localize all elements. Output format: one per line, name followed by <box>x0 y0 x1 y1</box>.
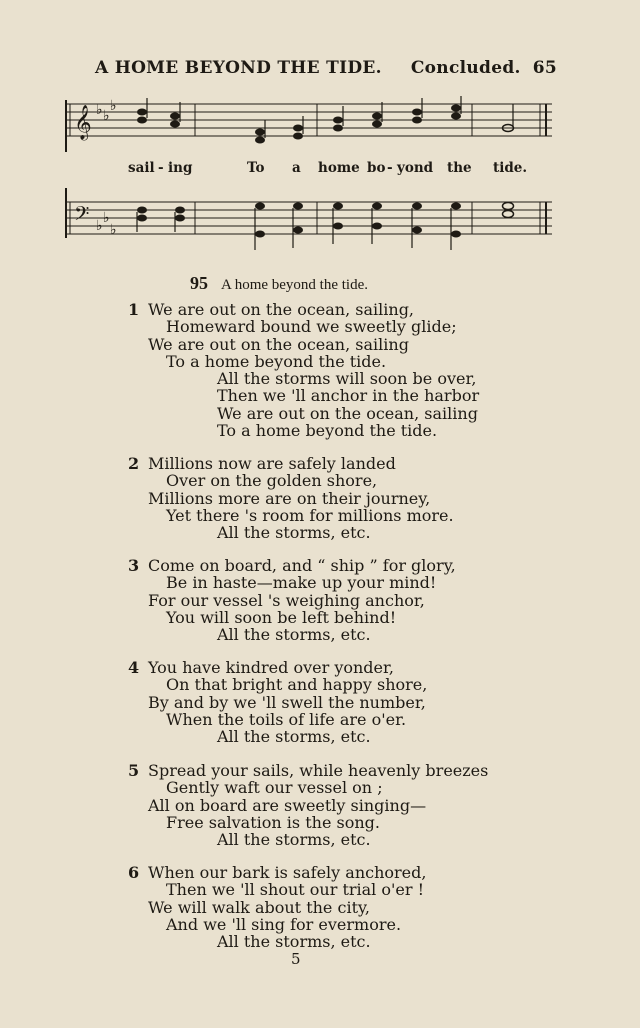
verse-line: All the storms, etc. <box>217 625 371 645</box>
signature-mark: 5 <box>291 950 301 968</box>
svg-text:♭: ♭ <box>110 98 117 114</box>
stanza-number: 1 <box>128 300 140 319</box>
verse-line: When the toils of life are o'er. <box>166 709 407 729</box>
stanza-number: 5 <box>128 761 140 780</box>
verse-line: Gently waft our vessel on ; <box>166 778 383 798</box>
verse-line: All on board are sweetly singing— <box>148 795 427 815</box>
lyric-syllable: - <box>387 160 393 176</box>
verse-line: Over on the golden shore, <box>166 471 378 491</box>
verse-line: Millions now are safely landed <box>148 454 396 473</box>
verse-line: Free salvation is the song. <box>166 812 380 832</box>
verse-line: All the storms, etc. <box>217 523 371 543</box>
verse-line: Homeward bound we sweetly glide; <box>166 317 457 337</box>
lyric-syllable: sail <box>128 160 155 176</box>
stanza <box>128 864 508 950</box>
lyric-syllable: the <box>447 160 472 176</box>
svg-text:𝄢: 𝄢 <box>74 202 90 230</box>
lyric-syllable: To <box>247 160 265 176</box>
verse-line: Be in haste—make up your mind! <box>166 573 437 593</box>
hymn-heading <box>190 273 368 294</box>
bass-staff <box>62 188 558 258</box>
verse-line: To a home beyond the tide. <box>166 351 387 371</box>
stanza <box>128 762 508 848</box>
stanza-number: 2 <box>128 454 140 473</box>
hymn-title: A home beyond the tide. <box>220 277 368 293</box>
verse-line: Yet there 's room for millions more. <box>166 505 454 525</box>
page-number: 65 <box>532 58 557 78</box>
verse-line: All the storms will soon be over, <box>217 369 477 389</box>
lyric-syllable: a <box>292 160 301 176</box>
running-head <box>95 58 557 78</box>
verse-line: You will soon be left behind! <box>166 607 397 627</box>
svg-text:𝄞: 𝄞 <box>74 105 92 140</box>
lyric-syllable: - <box>158 160 164 176</box>
svg-text:♭: ♭ <box>103 108 110 124</box>
verse-line: We are out on the ocean, sailing, <box>148 300 415 319</box>
verse-line: We are out on the ocean, sailing <box>148 334 409 354</box>
verse-line: When our bark is safely anchored, <box>148 863 427 882</box>
verse-line: Spread your sails, while heavenly breezes <box>148 761 489 780</box>
stanza <box>128 455 508 541</box>
verse-line: Millions more are on their journey, <box>148 488 431 508</box>
stanza <box>128 557 508 643</box>
lyric-syllable: yond <box>397 160 434 176</box>
svg-text:♭: ♭ <box>110 222 117 238</box>
lyric-syllable: tide. <box>493 160 528 176</box>
verse-line: To a home beyond the tide. <box>217 421 438 441</box>
lyric-syllable: ing <box>168 160 193 176</box>
running-head-title: A HOME BEYOND THE TIDE. <box>95 58 382 78</box>
verse-line: All the storms, etc. <box>217 830 371 850</box>
verse-line: By and by we 'll swell the number, <box>148 692 426 712</box>
verse-line: Then we 'll anchor in the harbor <box>217 386 480 406</box>
verse-line: Then we 'll shout our trial o'er ! <box>166 880 425 900</box>
treble-staff <box>62 92 558 152</box>
verse-line: You have kindred over yonder, <box>148 658 394 677</box>
stanza-number: 3 <box>128 556 140 575</box>
running-head-status: Concluded. <box>410 58 521 78</box>
svg-text:♭: ♭ <box>96 218 103 234</box>
verse-line: We will walk about the city, <box>148 897 370 917</box>
verse-line: For our vessel 's weighing anchor, <box>148 590 425 610</box>
svg-text:♭: ♭ <box>103 210 110 226</box>
verse-line: We are out on the ocean, sailing <box>217 403 478 423</box>
verse-line: Come on board, and “ ship ” for glory, <box>148 556 456 575</box>
lyric-syllable: bo <box>367 160 386 176</box>
lyric-syllable: home <box>318 160 360 176</box>
verse-line: All the storms, etc. <box>217 727 371 747</box>
verse-line: And we 'll sing for evermore. <box>166 914 402 934</box>
stanza <box>128 301 508 439</box>
stanza <box>128 659 508 745</box>
hymn-number: 95 <box>190 273 208 293</box>
lyric-line <box>62 160 558 180</box>
verse-line: On that bright and happy shore, <box>166 675 428 695</box>
stanza-number: 4 <box>128 658 140 677</box>
svg-text:♭: ♭ <box>96 102 103 118</box>
stanza-number: 6 <box>128 863 140 882</box>
verse-line: All the storms, etc. <box>217 932 371 952</box>
